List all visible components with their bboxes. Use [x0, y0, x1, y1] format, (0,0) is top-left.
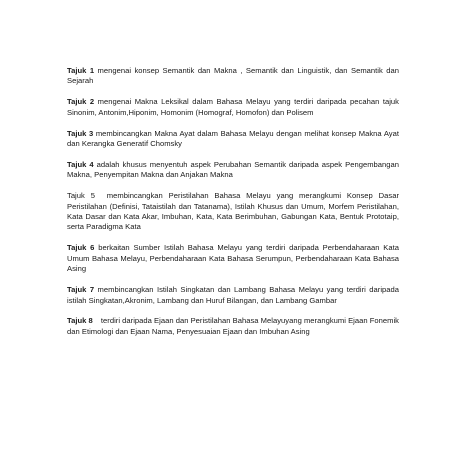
paragraph-label: Tajuk 3 — [67, 128, 94, 138]
paragraph-tajuk-1 — [67, 66, 399, 87]
paragraph-tajuk-4 — [67, 160, 399, 181]
paragraph-label: Tajuk 8 — [67, 316, 93, 326]
paragraph-label: Tajuk 1 — [67, 66, 95, 75]
paragraph-text: membincangkan Makna Ayat dalam Bahasa Melayu dengan melihat konsep Makna Ayat dan Kerangka Generatif Chomsky — [67, 128, 399, 149]
paragraph-text: membincangkan Peristilahan Bahasa Melayu yang merangkumi Konsep Dasar Peristilahan (Definisi, Tataistilah dan Tatanama), Istilah Khusus dan Umum, Morfem Peristilahan, Kata Dasar dan Kata Akar, Imbuhan, Kata, Kata Berimbuhan, Gabungan Kata, Bentuk Prototaip, serta Paradigma Kata — [67, 191, 399, 232]
paragraph-tajuk-7 — [67, 285, 399, 306]
paragraph-text: mengenai Makna Leksikal dalam Bahasa Melayu yang terdiri daripada pecahan tajuk Sinonim, Antonim,Hiponim, Homonim (Homograf, Homofon) dan Polisem — [67, 97, 399, 117]
paragraph-label: Tajuk 7 — [67, 285, 95, 295]
paragraph-tajuk-5 — [67, 191, 399, 233]
paragraph-tajuk-2 — [67, 97, 399, 118]
paragraph-label: Tajuk 6 — [67, 243, 95, 253]
paragraph-tajuk-8 — [67, 316, 399, 337]
paragraph-text: adalah khusus menyentuh aspek Perubahan Semantik daripada aspek Pengembangan Makna, Penyempitan Makna dan Anjakan Makna — [67, 159, 399, 180]
document-page — [67, 66, 399, 348]
paragraph-text: berkaitan Sumber Istilah Bahasa Melayu yang terdiri daripada Perbendaharaan Kata Umum Bahasa Melayu, Perbendaharaan Kata Bahasa Serumpun, Perbendaharaan Kata Bahasa Asing — [67, 243, 399, 274]
paragraph-tajuk-6 — [67, 243, 399, 274]
paragraph-label: Tajuk 4 — [67, 159, 94, 169]
paragraph-text: membincangkan Istilah Singkatan dan Lambang Bahasa Melayu yang terdiri daripada istilah Singkatan,Akronim, Lambang dan Huruf Bilangan, dan Lambang Gambar — [67, 285, 399, 305]
paragraph-text: mengenai konsep Semantik dan Makna , Semantik dan Linguistik, dan Semantik dan Sejarah — [67, 66, 399, 86]
paragraph-label: Tajuk 5 — [67, 191, 95, 201]
paragraph-tajuk-3 — [67, 129, 399, 150]
paragraph-text: terdiri daripada Ejaan dan Peristilahan Bahasa Melayuyang merangkumi Ejaan Fonemik dan Etimologi dan Ejaan Nama, Penyesuaian Ejaan dan Imbuhan Asing — [67, 316, 399, 336]
paragraph-label: Tajuk 2 — [67, 97, 95, 107]
